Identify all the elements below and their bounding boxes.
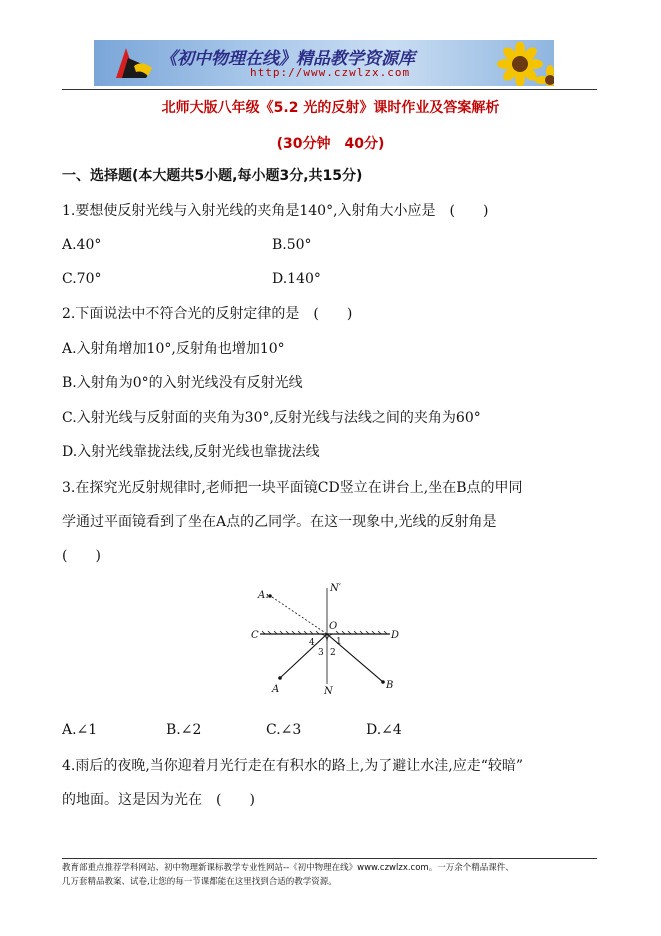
page-subtitle: (30分钟 40分) — [276, 136, 385, 152]
label-angle-2: 2 — [330, 648, 336, 658]
label-b: B — [386, 680, 394, 691]
label-angle-3: 3 — [318, 648, 324, 658]
label-a1: A₁ — [258, 590, 270, 601]
question-1-option-c: C.70° — [62, 271, 102, 287]
reflection-diagram — [250, 580, 410, 695]
label-n-prime: N′ — [330, 583, 342, 594]
question-1-stem: 1.要想使反射光线与入射光线的夹角是140°,入射角大小应是 ( ) — [62, 203, 489, 219]
question-2-option-c: C.入射光线与反射面的夹角为30°,反射光线与法线之间的夹角为60° — [62, 410, 481, 426]
question-3-option-d: D.∠4 — [366, 722, 402, 738]
virtual-ray — [272, 597, 327, 634]
question-1-option-a: A.40° — [62, 237, 102, 253]
question-2-option-a: A.入射角增加10°,反射角也增加10° — [62, 341, 285, 357]
sunflower-icon — [490, 42, 554, 86]
label-o: O — [329, 621, 338, 632]
question-1-option-d: D.140° — [272, 271, 321, 287]
question-3-stem-line-1: 3.在探究光反射规律时,老师把一块平面镜CD竖立在讲台上,坐在B点的甲同 — [62, 480, 523, 496]
page-title: 北师大版八年级《5.2 光的反射》课时作业及答案解析 — [161, 100, 500, 116]
header-banner — [94, 40, 554, 86]
banner-title: 《初中物理在线》精品教学资源库 — [160, 49, 415, 69]
footer-line-2: 几万套精品教案、试卷,让您的每一节课都能在这里找到合适的教学资源。 — [62, 877, 337, 887]
site-logo-icon — [106, 46, 156, 84]
header-rule — [62, 89, 597, 90]
question-2-stem: 2.下面说法中不符合光的反射定律的是 ( ) — [62, 306, 353, 322]
question-3-stem-line-3: ( ) — [62, 548, 101, 564]
banner-url: http://www.czwlzx.com — [250, 66, 411, 79]
label-c: C — [251, 630, 259, 641]
section-heading: 一、选择题(本大题共5小题,每小题3分,共15分) — [62, 168, 363, 184]
label-angle-1: 1 — [336, 637, 342, 647]
question-4-stem-line-1: 4.雨后的夜晚,当你迎着月光行走在有积水的路上,为了避让水洼,应走“较暗” — [62, 758, 524, 774]
label-a: A — [272, 684, 280, 695]
question-1-option-b: B.50° — [272, 237, 312, 253]
question-3-stem-line-2: 学通过平面镜看到了坐在A点的乙同学。在这一现象中,光线的反射角是 — [62, 514, 497, 530]
question-3-option-b: B.∠2 — [166, 722, 202, 738]
footer-rule — [62, 858, 597, 859]
question-3-option-a: A.∠1 — [62, 722, 98, 738]
question-4-stem-line-2: 的地面。这是因为光在 ( ) — [62, 792, 255, 808]
point-b — [381, 680, 385, 684]
question-2-option-d: D.入射光线靠拢法线,反射光线也靠拢法线 — [62, 444, 320, 460]
label-d: D — [391, 630, 400, 641]
label-angle-4: 4 — [309, 638, 315, 648]
question-3-option-c: C.∠3 — [266, 722, 302, 738]
point-a — [278, 676, 282, 680]
footer-line-1: 教育部重点推荐学科网站、初中物理新课标教学专业性网站--《初中物理在线》www.czwlzx.com。一万余个精品课件、 — [62, 863, 514, 873]
label-n: N — [324, 686, 333, 695]
question-2-option-b: B.入射角为0°的入射光线没有反射光线 — [62, 375, 303, 391]
